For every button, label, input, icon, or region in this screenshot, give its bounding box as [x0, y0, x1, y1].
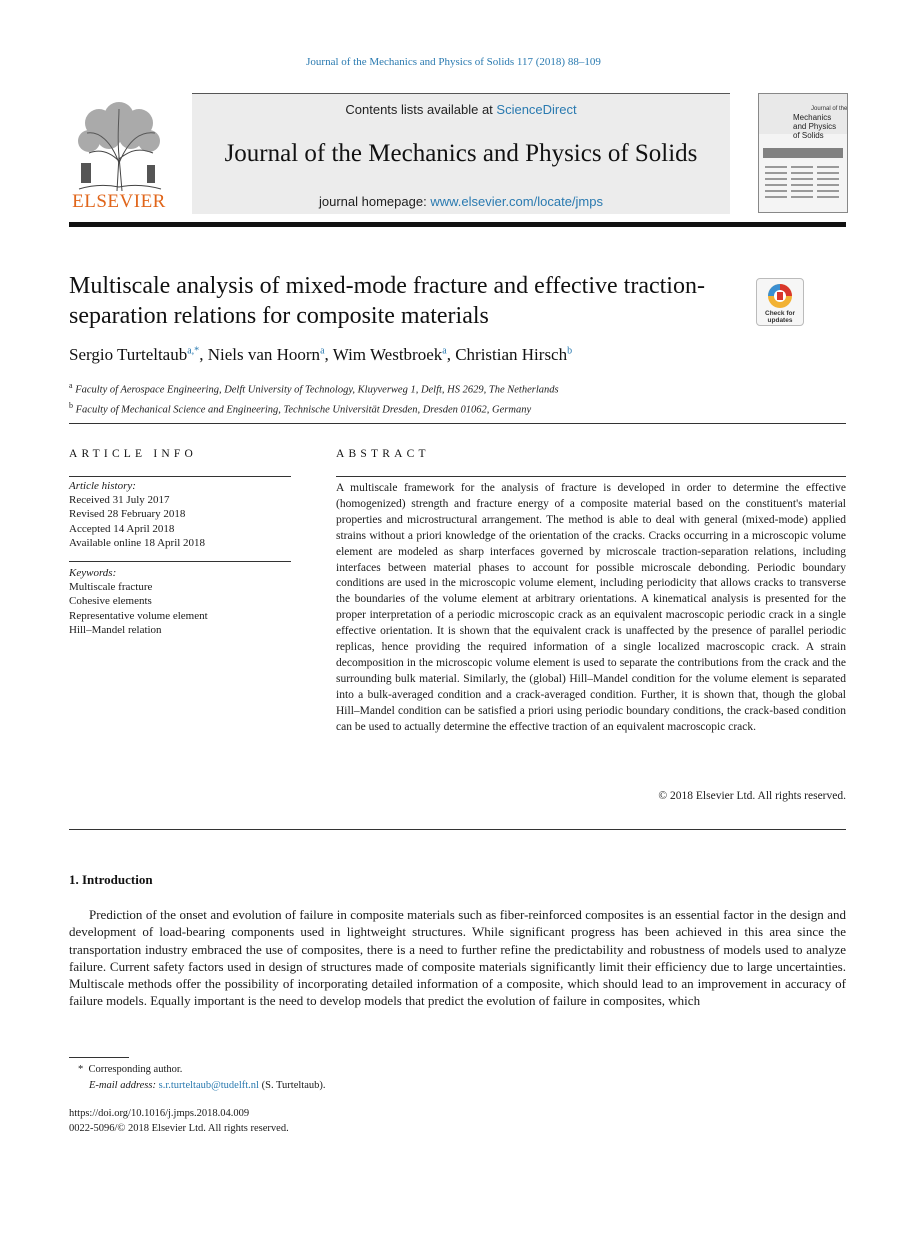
- article-title: Multiscale analysis of mixed-mode fracture and effective traction-separation relations for composite materials: [69, 273, 705, 329]
- history-item: Received 31 July 2017: [69, 494, 170, 507]
- homepage-link[interactable]: www.elsevier.com/locate/jmps: [430, 194, 603, 209]
- history-label: Article history:: [69, 480, 136, 492]
- journal-cover-image: [759, 94, 847, 212]
- svg-text:Journal of the: Journal of the: [811, 106, 847, 112]
- affiliations: [69, 378, 846, 417]
- homepage-line: [192, 194, 730, 209]
- check-for-updates-badge[interactable]: [756, 278, 804, 326]
- affiliation: [69, 378, 846, 398]
- author-separator: ,: [324, 345, 333, 364]
- header-divider: [69, 222, 846, 227]
- affiliation-marker: b: [69, 400, 73, 410]
- email-owner: (S. Turteltaub).: [261, 1080, 326, 1091]
- author-affiliation-marker[interactable]: a: [442, 345, 447, 357]
- history-item: Accepted 14 April 2018: [69, 522, 175, 535]
- homepage-prefix: journal homepage:: [319, 194, 431, 209]
- doi-link[interactable]: https://doi.org/10.1016/j.jmps.2018.04.009: [69, 1108, 250, 1119]
- author-list: [69, 345, 846, 365]
- svg-text:and Physics: and Physics: [793, 122, 837, 131]
- journal-reference[interactable]: Journal of the Mechanics and Physics of Solids 117 (2018) 88–109: [306, 56, 601, 68]
- abstract-copyright: © 2018 Elsevier Ltd. All rights reserved.: [658, 790, 846, 802]
- email-note: [89, 1080, 866, 1091]
- elsevier-tree-icon: [69, 101, 169, 193]
- contents-line: [192, 102, 730, 117]
- abstract-bottom-divider: [69, 829, 846, 830]
- footnote-rule: [69, 1057, 129, 1058]
- check-for-updates-icon: [757, 279, 803, 325]
- email-label: E-mail address:: [89, 1080, 156, 1091]
- section-heading-introduction: 1. Introduction: [69, 872, 153, 887]
- article-info-rule: [69, 476, 291, 477]
- author-name[interactable]: Sergio Turteltaub: [69, 345, 188, 364]
- keyword: Multiscale fracture: [69, 581, 153, 594]
- keywords-label: Keywords:: [69, 567, 117, 579]
- affiliation-text: Faculty of Mechanical Science and Engineering, Technische Universität Dresden, Dresden 01062, Germany: [75, 404, 532, 415]
- sciencedirect-link[interactable]: ScienceDirect: [496, 102, 577, 117]
- keyword: Hill–Mandel relation: [69, 623, 162, 636]
- author-name[interactable]: Christian Hirsch: [455, 345, 568, 364]
- affiliation-marker: a: [69, 381, 73, 390]
- introduction-paragraph: Prediction of the onset and evolution of failure in composite materials such as fiber-reinforced composites is an essential factor in the design and development of load-bearing components used in lightweight structures. While significant progress has been achieved in this area since the transportation industry embraced the use of composites, there is a need to further refine the predictability and robustness of models used to analyze failure. Current safety factors used in design of structures made of composite materials significantly limit their efficiency due to large uncertainties. Multiscale methods offer the possibility of incorporating detailed information of a composite, which should lead to an improvement in accuracy of failure models. Equally important is the need to develop models that predict the evolution of failure in composites, which: [69, 907, 846, 1009]
- email-link[interactable]: s.r.turteltaub@tudelft.nl: [158, 1080, 259, 1091]
- article-info-heading: ARTICLE INFO: [69, 448, 197, 460]
- issn-copyright: 0022-5096/© 2018 Elsevier Ltd. All rights reserved.: [69, 1123, 289, 1134]
- journal-title: Journal of the Mechanics and Physics of Solids: [224, 140, 698, 167]
- history-item: Available online 18 April 2018: [69, 536, 206, 549]
- svg-text:Check for: Check for: [765, 310, 795, 317]
- author-affiliation-marker[interactable]: b: [567, 345, 573, 357]
- author-affiliation-marker[interactable]: a,*: [187, 345, 200, 357]
- affiliation: [69, 398, 846, 418]
- svg-text:Mechanics: Mechanics: [793, 113, 832, 122]
- keyword: Cohesive elements: [69, 595, 152, 608]
- affiliation-text: Faculty of Aerospace Engineering, Delft University of Technology, Kluyverweg 1, Delft, HS 2629, The Netherlands: [75, 384, 559, 396]
- keywords-rule: [69, 561, 291, 562]
- article-history: [69, 479, 291, 550]
- corresponding-author-note: [78, 1064, 855, 1075]
- svg-text:updates: updates: [767, 317, 793, 324]
- author-separator: ,: [446, 345, 456, 364]
- journal-cover-thumbnail[interactable]: [758, 93, 848, 213]
- author-separator: ,: [199, 345, 208, 364]
- keywords: [69, 566, 291, 637]
- author-name[interactable]: Niels van Hoorn: [207, 345, 321, 364]
- elsevier-logo: [69, 101, 169, 213]
- elsevier-wordmark: ELSEVIER: [72, 191, 166, 212]
- history-item: Revised 28 February 2018: [69, 508, 186, 521]
- abstract-text: A multiscale framework for the analysis of fracture is developed in order to determine the effective (homogenized) strength and fracture energy of a composite material based on the constituent's material properties and microstructural arrangement. The method is able to deal with general (mixed-mode) applied strains without a priori knowledge of the orientation of the cracks. Cracks occurring in a microscopic volume element are modeled as sharp interfaces governed by microscale traction-separation relations, including interfaces between material phases to account for possible microscale debonding. Periodic boundary conditions are used in the microscopic volume element, including periodicity that allows cracks to transverse the boundaries of the volume element at arbitrary orientations. A kinematical analysis is presented for the proper interpretation of a periodic microscopic crack as an equivalent macroscopic periodic crack in a single effective orientation. It is shown that the equivalent crack is unaffected by the presence of parallel periodic replicas, hence providing the required information of a single localized macroscopic crack. A strain decomposition in the microscopic volume element is used to separate the contributions from the crack and the surrounding bulk material. Similarly, the (global) Hill–Mandel condition for the volume element is separated into a bulk-averaged condition and a crack-averaged condition. Further, it is shown that, though the global Hill–Mandel condition can be satisfied a priori using periodic boundary conditions, the crack-based condition can be used to actually determine the effective traction of an equivalent macroscopic crack.: [336, 482, 846, 733]
- corresponding-author-text: Corresponding author.: [88, 1064, 183, 1075]
- svg-text:of Solids: of Solids: [793, 131, 824, 140]
- author-affiliation-marker[interactable]: a: [320, 345, 325, 357]
- abstract-rule: [336, 476, 846, 477]
- author-name[interactable]: Wim Westbroek: [332, 345, 443, 364]
- abstract-heading: ABSTRACT: [336, 448, 430, 460]
- affiliation-divider: [69, 423, 846, 424]
- footnote-marker: *: [78, 1064, 84, 1075]
- keyword: Representative volume element: [69, 609, 208, 622]
- contents-prefix: Contents lists available at: [345, 102, 497, 117]
